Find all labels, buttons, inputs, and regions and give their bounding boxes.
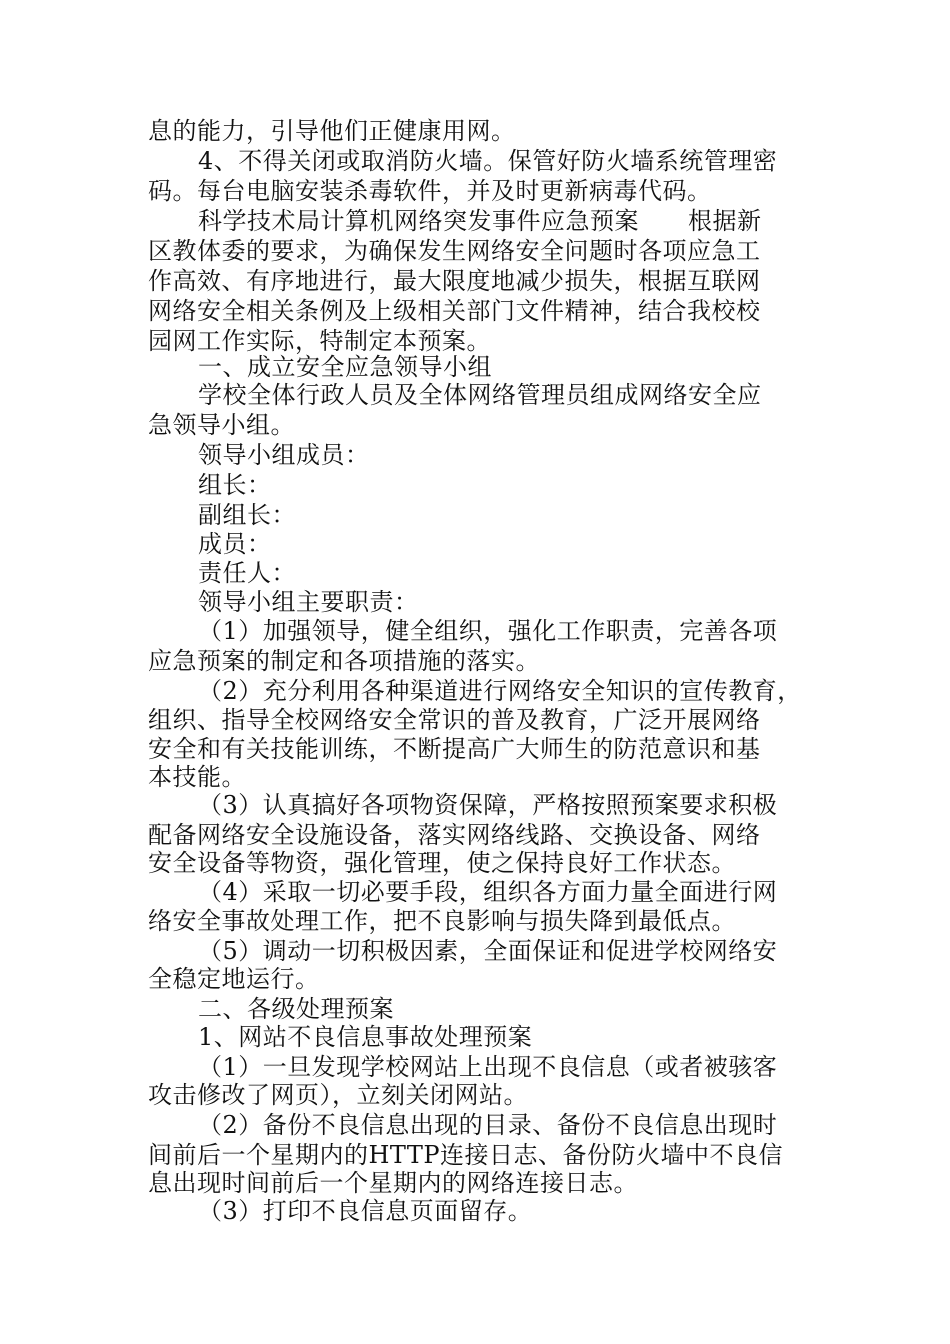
text-line: 4、不得关闭或取消防火墙。保管好防火墙系统管理密 xyxy=(198,147,778,175)
text-line: 急领导小组。 xyxy=(148,411,295,439)
text-line: （2）充分利用各种渠道进行网络安全知识的宣传教育， xyxy=(198,677,802,705)
text-line: 组长： xyxy=(198,471,272,499)
text-line: 科学技术局计算机网络突发事件应急预案 根据新 xyxy=(198,207,762,235)
text-line: 成员： xyxy=(198,530,272,558)
text-line: 学校全体行政人员及全体网络管理员组成网络安全应 xyxy=(198,381,762,409)
text-line: 息的能力，引导他们正健康用网。 xyxy=(148,117,516,145)
text-line: 领导小组成员： xyxy=(198,441,370,469)
text-line: 区教体委的要求，为确保发生网络安全问题时各项应急工 xyxy=(148,237,761,265)
section-heading: 一、成立安全应急领导小组 xyxy=(198,353,492,381)
text-line: 络安全事故处理工作，把不良影响与损失降到最低点。 xyxy=(148,907,736,935)
text-line: 副组长： xyxy=(198,501,296,529)
text-line: （3）认真搞好各项物资保障，严格按照预案要求积极 xyxy=(198,791,778,819)
text-line: 应急预案的制定和各项措施的落实。 xyxy=(148,647,540,675)
text-line: 安全设备等物资，强化管理，使之保持良好工作状态。 xyxy=(148,849,736,877)
text-line: 责任人： xyxy=(198,559,296,587)
text-line: （3）打印不良信息页面留存。 xyxy=(198,1197,533,1225)
text-line: （5）调动一切积极因素，全面保证和促进学校网络安 xyxy=(198,937,778,965)
text-line: （2）备份不良信息出现的目录、备份不良信息出现时 xyxy=(198,1111,778,1139)
section-heading: 二、各级处理预案 xyxy=(198,995,394,1023)
text-line: （4）采取一切必要手段，组织各方面力量全面进行网 xyxy=(198,878,778,906)
text-line: 网络安全相关条例及上级相关部门文件精神，结合我校校 xyxy=(148,297,761,325)
text-line: 息出现时间前后一个星期内的网络连接日志。 xyxy=(148,1169,638,1197)
text-line: 配备网络安全设施设备，落实网络线路、交换设备、网络 xyxy=(148,821,761,849)
text-line: 间前后一个星期内的HTTP连接日志、备份防火墙中不良信 xyxy=(148,1141,784,1169)
text-line: （1）加强领导，健全组织，强化工作职责，完善各项 xyxy=(198,617,778,645)
text-line: 攻击修改了网页），立刻关闭网站。 xyxy=(148,1081,528,1109)
subsection-heading: 1、网站不良信息事故处理预案 xyxy=(198,1023,533,1051)
text-line: 作高效、有序地进行，最大限度地减少损失，根据互联网 xyxy=(148,267,761,295)
text-line: 安全和有关技能训练，不断提高广大师生的防范意识和基 xyxy=(148,735,761,763)
text-line: （1）一旦发现学校网站上出现不良信息（或者被骇客 xyxy=(198,1053,778,1081)
text-line: 码。每台电脑安装杀毒软件，并及时更新病毒代码。 xyxy=(148,177,712,205)
text-line: 组织、指导全校网络安全常识的普及教育，广泛开展网络 xyxy=(148,706,761,734)
text-line: 园网工作实际，特制定本预案。 xyxy=(148,327,491,355)
text-line: 领导小组主要职责： xyxy=(198,588,419,616)
text-line: 全稳定地运行。 xyxy=(148,965,320,993)
text-line: 本技能。 xyxy=(148,763,246,791)
